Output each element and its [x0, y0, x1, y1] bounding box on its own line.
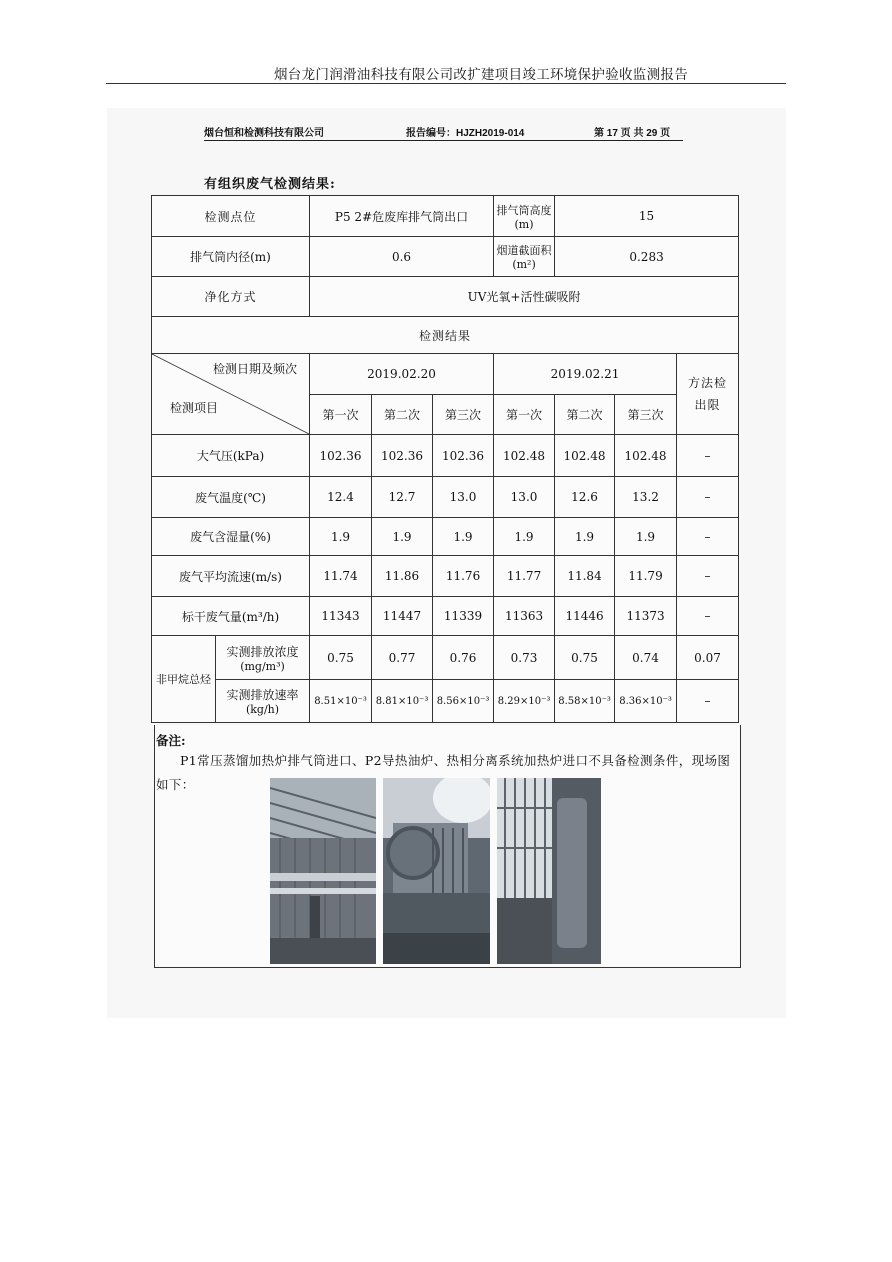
- cell-value: 1.9: [555, 518, 615, 556]
- cell-value: 102.36: [372, 435, 433, 477]
- cell-value: 1.9: [310, 518, 372, 556]
- cell-limit: –: [677, 477, 739, 518]
- cell-value: 11.79: [615, 556, 677, 597]
- table-row: [152, 556, 739, 597]
- cell-value: 1.9: [615, 518, 677, 556]
- cell-value: 102.48: [555, 435, 615, 477]
- page-header: 烟台龙门润滑油科技有限公司改扩建项目竣工环境保护验收监测报告: [274, 67, 688, 83]
- cell-value: 11373: [615, 597, 677, 636]
- cell-value: 11363: [494, 597, 555, 636]
- cell-value: 11.86: [372, 556, 433, 597]
- run-header: 第三次: [615, 395, 677, 435]
- cell-value: 0.77: [372, 636, 433, 680]
- rate-label-line2: (kg/h): [245, 703, 280, 716]
- cell-value: 102.36: [433, 435, 494, 477]
- cell-value: 12.7: [372, 477, 433, 518]
- cell-value: 13.0: [433, 477, 494, 518]
- cell-limit: 0.07: [677, 636, 739, 680]
- cell-value: 0.75: [555, 636, 615, 680]
- site-photo-2: [383, 778, 490, 964]
- cell-value: 0.75: [310, 636, 372, 680]
- cell-limit: –: [677, 597, 739, 636]
- diag-top-label: 检测日期及频次: [213, 362, 298, 376]
- point-label: 检测点位: [152, 196, 310, 237]
- cell-value: 102.48: [615, 435, 677, 477]
- diagonal-header-cell: [152, 354, 310, 435]
- row-label: 废气温度(℃): [152, 477, 310, 518]
- row-label: 废气含湿量(%): [152, 518, 310, 556]
- cell-value: 102.48: [494, 435, 555, 477]
- results-title: 检测结果: [152, 317, 739, 354]
- site-photo-3: [497, 778, 601, 964]
- notes-title: 备注:: [156, 733, 186, 748]
- run-header: 第三次: [433, 395, 494, 435]
- cell-value: 13.0: [494, 477, 555, 518]
- table-row: [152, 518, 739, 556]
- emission-results-table: [151, 195, 739, 723]
- date-2: 2019.02.21: [494, 354, 677, 395]
- section-title: 有组织废气检测结果:: [204, 177, 336, 192]
- date-1: 2019.02.20: [310, 354, 494, 395]
- cell-value: 11339: [433, 597, 494, 636]
- row-label: 废气平均流速(m/s): [152, 556, 310, 597]
- cell-value: 8.58×10⁻³: [555, 680, 615, 723]
- run-header: 第一次: [310, 395, 372, 435]
- cell-value: 1.9: [494, 518, 555, 556]
- conc-label-line2: (mg/m³): [240, 659, 285, 673]
- nmhc-label: 非甲烷总烃: [152, 636, 216, 723]
- cell-value: 102.36: [310, 435, 372, 477]
- cell-value: 11.76: [433, 556, 494, 597]
- cell-value: 11.77: [494, 556, 555, 597]
- rate-label-line1: 实测排放速率: [226, 688, 299, 702]
- table-row: [152, 435, 739, 477]
- cell-value: 0.73: [494, 636, 555, 680]
- diameter-value: 0.6: [310, 237, 494, 277]
- table-row: [152, 597, 739, 636]
- site-photo-1: [270, 778, 376, 964]
- method-limit-header: 方法检出限: [677, 354, 739, 435]
- cell-value: 8.36×10⁻³: [615, 680, 677, 723]
- cell-value: 8.51×10⁻³: [310, 680, 372, 723]
- cell-value: 8.81×10⁻³: [372, 680, 433, 723]
- nmhc-rate-label: [216, 680, 310, 723]
- area-value: 0.283: [555, 237, 739, 277]
- run-header: 第一次: [494, 395, 555, 435]
- cell-value: 11343: [310, 597, 372, 636]
- cell-limit: –: [677, 556, 739, 597]
- cell-limit: –: [677, 435, 739, 477]
- cell-value: 11446: [555, 597, 615, 636]
- cell-value: 1.9: [372, 518, 433, 556]
- report-page: 第 17 页 共 29 页: [594, 128, 671, 139]
- row-label: 标干废气量(m³/h): [152, 597, 310, 636]
- notes-text: P1常压蒸馏加热炉排气筒进口、P2导热油炉、热相分离系统加热炉进口不具备检测条件，现场图如下：: [156, 753, 731, 792]
- cell-value: 12.6: [555, 477, 615, 518]
- cell-value: 11.74: [310, 556, 372, 597]
- cell-value: 13.2: [615, 477, 677, 518]
- nmhc-conc-label: [216, 636, 310, 680]
- report-number: 报告编号：HJZH2019-014: [406, 128, 525, 139]
- run-header: 第二次: [555, 395, 615, 435]
- purify-value: UV光氧+活性碳吸附: [310, 277, 739, 317]
- cell-limit: –: [677, 680, 739, 723]
- run-header: 第二次: [372, 395, 433, 435]
- header-rule: [106, 83, 786, 84]
- cell-value: 0.76: [433, 636, 494, 680]
- cell-value: 11.84: [555, 556, 615, 597]
- cell-value: 8.29×10⁻³: [494, 680, 555, 723]
- cell-value: 0.74: [615, 636, 677, 680]
- table-row: [152, 680, 739, 723]
- report-company: 烟台恒和检测科技有限公司: [204, 128, 324, 139]
- purify-label: 净化方式: [152, 277, 310, 317]
- cell-value: 12.4: [310, 477, 372, 518]
- height-label: 排气筒高度(m): [494, 196, 555, 237]
- point-value: P5 2#危废库排气筒出口: [310, 196, 494, 237]
- cell-value: 1.9: [433, 518, 494, 556]
- area-label: 烟道截面积(m²): [494, 237, 555, 277]
- table-row: [152, 477, 739, 518]
- cell-value: 8.56×10⁻³: [433, 680, 494, 723]
- diameter-label: 排气筒内径(m): [152, 237, 310, 277]
- cell-value: 11447: [372, 597, 433, 636]
- report-header-rule: [204, 140, 683, 141]
- cell-limit: –: [677, 518, 739, 556]
- height-value: 15: [555, 196, 739, 237]
- diag-bottom-label: 检测项目: [170, 401, 219, 415]
- row-label: 大气压(kPa): [152, 435, 310, 477]
- conc-label-line1: 实测排放浓度: [226, 644, 299, 659]
- table-row: [152, 636, 739, 680]
